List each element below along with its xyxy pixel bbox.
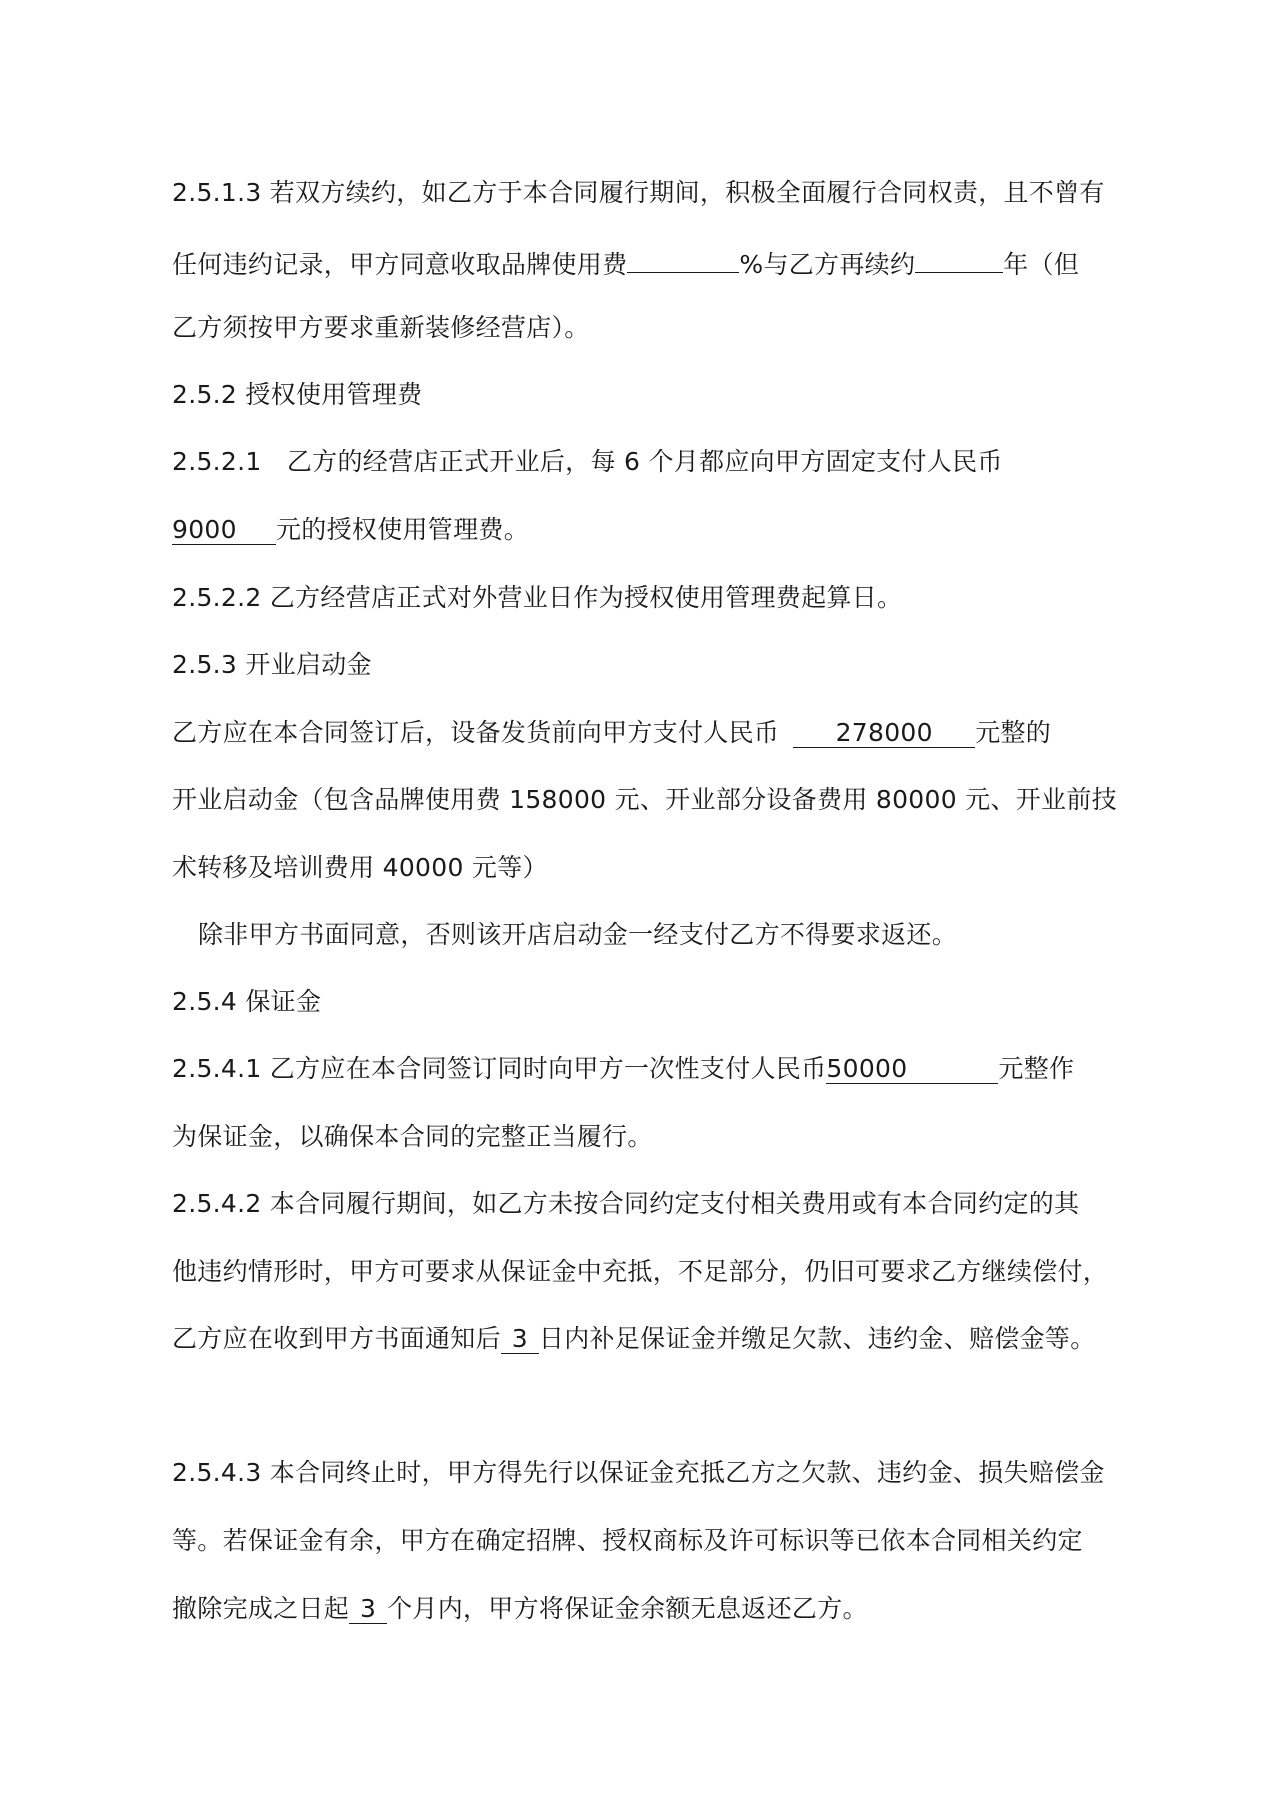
clause-text: 个月内，甲方将保证金余额无息返还乙方。	[387, 1594, 868, 1623]
clause-text: 元整作	[998, 1054, 1075, 1083]
management-fee-amount: 9000	[172, 516, 276, 545]
clause-2-5-2-2: 2.5.2.2 乙方经营店正式对外营业日作为授权使用管理费起算日。	[172, 583, 903, 612]
clause-text: 元的授权使用管理费。	[276, 515, 530, 544]
clause-2-5-4-2-line-1: 2.5.4.2 本合同履行期间，如乙方未按合同约定支付相关费用或有本合同约定的其	[172, 1189, 1080, 1218]
clause-text: 年（但	[1003, 250, 1080, 279]
clause-2-5-2-1-line-1: 2.5.2.1 乙方的经营店正式开业后，每 6 个月都应向甲方固定支付人民币	[172, 447, 1003, 476]
clause-2-5-4-2-line-2: 他违约情形时，甲方可要求从保证金中充抵，不足部分，仍旧可要求乙方继续偿付，	[172, 1257, 1109, 1286]
repayment-days: 3	[501, 1325, 539, 1354]
clause-2-5-4-3-line-3	[172, 1592, 1112, 1626]
clause-text: 撤除完成之日起	[172, 1594, 350, 1623]
clause-2-5-4-1-line-2: 为保证金，以确保本合同的完整正当履行。	[172, 1122, 653, 1151]
section-2-5-4-heading: 2.5.4 保证金	[172, 987, 322, 1016]
clause-text: 日内补足保证金并缴足欠款、违约金、赔偿金等。	[538, 1324, 1096, 1353]
clause-2-5-4-3-line-1: 2.5.4.3 本合同终止时，甲方得先行以保证金充抵乙方之欠款、违约金、损失赔偿金	[172, 1458, 1105, 1487]
clause-2-5-3-line-2: 开业启动金（包含品牌使用费 158000 元、开业部分设备费用 80000 元、开业前技	[172, 785, 1117, 814]
refund-months: 3	[349, 1595, 387, 1624]
section-2-5-3-heading: 2.5.3 开业启动金	[172, 650, 372, 679]
clause-2-5-1-3-line-1: 2.5.1.3 若双方续约，如乙方于本合同履行期间，积极全面履行合同权责，且不曾有	[172, 178, 1105, 207]
clause-2-5-4-1-line-1	[172, 1052, 1112, 1086]
clause-2-5-1-3-line-3: 乙方须按甲方要求重新装修经营店）。	[172, 313, 590, 342]
clause-2-5-3-line-1	[172, 716, 1112, 750]
clause-2-5-3-line-3: 术转移及培训费用 40000 元等）	[172, 853, 548, 882]
clause-text: 乙方应在收到甲方书面通知后	[172, 1324, 501, 1353]
clause-2-5-4-3-line-2: 等。若保证金有余，甲方在确定招牌、授权商标及许可标识等已依本合同相关约定	[172, 1526, 1083, 1555]
clause-2-5-1-3-line-2	[172, 244, 1112, 282]
clause-2-5-2-1-line-2	[172, 513, 1112, 547]
clause-text: 任何违约记录，甲方同意收取品牌使用费	[172, 250, 628, 279]
clause-2-5-3-line-4: 除非甲方书面同意，否则该开店启动金一经支付乙方不得要求返还。	[198, 920, 958, 949]
section-2-5-2-heading: 2.5.2 授权使用管理费	[172, 380, 423, 409]
deposit-amount: 50000	[826, 1055, 998, 1084]
clause-2-5-4-2-line-3	[172, 1322, 1112, 1356]
fee-percent-blank	[627, 244, 739, 273]
renewal-years-blank	[915, 244, 1003, 273]
clause-text: 2.5.4.1 乙方应在本合同签订同时向甲方一次性支付人民币	[172, 1054, 827, 1083]
clause-text: %与乙方再续约	[739, 250, 916, 279]
clause-text: 乙方应在本合同签订后，设备发货前向甲方支付人民币	[172, 718, 780, 747]
clause-text: 元整的	[975, 718, 1052, 747]
opening-fund-amount: 278000	[793, 719, 975, 748]
